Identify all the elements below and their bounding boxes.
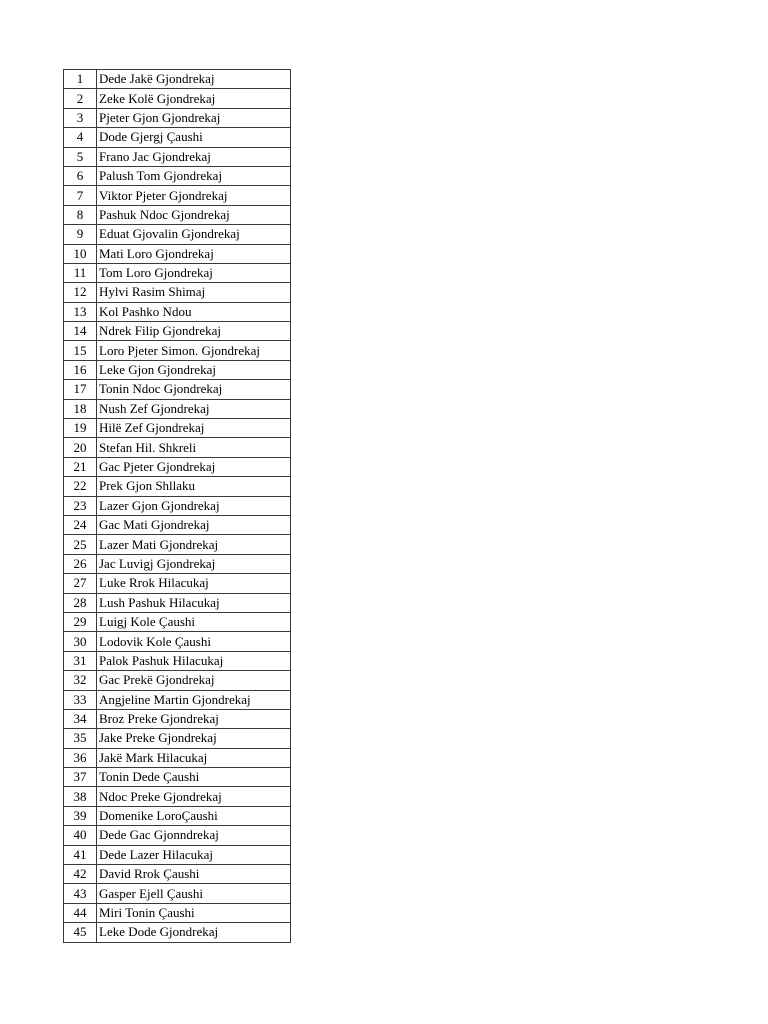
- table-row: [64, 651, 291, 670]
- table-row: [64, 399, 291, 418]
- person-name-cell: Dede Jakë Gjondrekaj: [97, 70, 291, 89]
- person-name-cell: Mati Loro Gjondrekaj: [97, 244, 291, 263]
- row-number-cell: 17: [64, 380, 97, 399]
- table-row: [64, 826, 291, 845]
- person-name-cell: Broz Preke Gjondrekaj: [97, 709, 291, 728]
- row-number-cell: 16: [64, 360, 97, 379]
- row-number-cell: 34: [64, 709, 97, 728]
- table-row: [64, 845, 291, 864]
- row-number-cell: 12: [64, 283, 97, 302]
- row-number-cell: 27: [64, 574, 97, 593]
- person-name-cell: Lush Pashuk Hilacukaj: [97, 593, 291, 612]
- row-number-cell: 23: [64, 496, 97, 515]
- row-number-cell: 39: [64, 806, 97, 825]
- row-number-cell: 7: [64, 186, 97, 205]
- person-name-cell: Pashuk Ndoc Gjondrekaj: [97, 205, 291, 224]
- table-row: [64, 186, 291, 205]
- person-name-cell: Prek Gjon Shllaku: [97, 477, 291, 496]
- table-row: [64, 787, 291, 806]
- person-name-cell: Nush Zef Gjondrekaj: [97, 399, 291, 418]
- row-number-cell: 1: [64, 70, 97, 89]
- row-number-cell: 2: [64, 89, 97, 108]
- name-list-body: [64, 70, 291, 943]
- person-name-cell: Hilë Zef Gjondrekaj: [97, 419, 291, 438]
- row-number-cell: 45: [64, 923, 97, 942]
- table-row: [64, 768, 291, 787]
- row-number-cell: 21: [64, 457, 97, 476]
- table-row: [64, 166, 291, 185]
- table-row: [64, 632, 291, 651]
- table-row: [64, 865, 291, 884]
- person-name-cell: Luke Rrok Hilacukaj: [97, 574, 291, 593]
- row-number-cell: 15: [64, 341, 97, 360]
- table-row: [64, 671, 291, 690]
- table-row: [64, 70, 291, 89]
- table-row: [64, 147, 291, 166]
- row-number-cell: 13: [64, 302, 97, 321]
- table-row: [64, 283, 291, 302]
- row-number-cell: 35: [64, 729, 97, 748]
- row-number-cell: 31: [64, 651, 97, 670]
- row-number-cell: 32: [64, 671, 97, 690]
- table-row: [64, 341, 291, 360]
- person-name-cell: Pjeter Gjon Gjondrekaj: [97, 108, 291, 127]
- table-row: [64, 89, 291, 108]
- table-row: [64, 903, 291, 922]
- table-row: [64, 263, 291, 282]
- row-number-cell: 4: [64, 128, 97, 147]
- name-list-table: [63, 69, 291, 943]
- person-name-cell: Dede Lazer Hilacukaj: [97, 845, 291, 864]
- table-row: [64, 709, 291, 728]
- person-name-cell: Viktor Pjeter Gjondrekaj: [97, 186, 291, 205]
- table-row: [64, 748, 291, 767]
- person-name-cell: Tonin Dede Çaushi: [97, 768, 291, 787]
- person-name-cell: Dode Gjergj Çaushi: [97, 128, 291, 147]
- row-number-cell: 40: [64, 826, 97, 845]
- row-number-cell: 28: [64, 593, 97, 612]
- table-row: [64, 806, 291, 825]
- table-row: [64, 225, 291, 244]
- person-name-cell: Ndrek Filip Gjondrekaj: [97, 322, 291, 341]
- row-number-cell: 9: [64, 225, 97, 244]
- person-name-cell: Palok Pashuk Hilacukaj: [97, 651, 291, 670]
- table-row: [64, 108, 291, 127]
- table-row: [64, 244, 291, 263]
- person-name-cell: Lodovik Kole Çaushi: [97, 632, 291, 651]
- table-row: [64, 302, 291, 321]
- row-number-cell: 25: [64, 535, 97, 554]
- person-name-cell: Lazer Mati Gjondrekaj: [97, 535, 291, 554]
- person-name-cell: Loro Pjeter Simon. Gjondrekaj: [97, 341, 291, 360]
- row-number-cell: 20: [64, 438, 97, 457]
- table-row: [64, 593, 291, 612]
- row-number-cell: 41: [64, 845, 97, 864]
- person-name-cell: Palush Tom Gjondrekaj: [97, 166, 291, 185]
- table-row: [64, 438, 291, 457]
- table-row: [64, 690, 291, 709]
- table-row: [64, 729, 291, 748]
- person-name-cell: Leke Gjon Gjondrekaj: [97, 360, 291, 379]
- person-name-cell: Frano Jac Gjondrekaj: [97, 147, 291, 166]
- row-number-cell: 37: [64, 768, 97, 787]
- row-number-cell: 3: [64, 108, 97, 127]
- person-name-cell: Jake Preke Gjondrekaj: [97, 729, 291, 748]
- table-row: [64, 612, 291, 631]
- person-name-cell: Zeke Kolë Gjondrekaj: [97, 89, 291, 108]
- person-name-cell: Eduat Gjovalin Gjondrekaj: [97, 225, 291, 244]
- person-name-cell: Dede Gac Gjonndrekaj: [97, 826, 291, 845]
- row-number-cell: 6: [64, 166, 97, 185]
- person-name-cell: Ndoc Preke Gjondrekaj: [97, 787, 291, 806]
- table-row: [64, 923, 291, 942]
- table-row: [64, 496, 291, 515]
- row-number-cell: 36: [64, 748, 97, 767]
- row-number-cell: 42: [64, 865, 97, 884]
- row-number-cell: 11: [64, 263, 97, 282]
- table-row: [64, 322, 291, 341]
- row-number-cell: 33: [64, 690, 97, 709]
- table-row: [64, 515, 291, 534]
- table-row: [64, 535, 291, 554]
- person-name-cell: Tom Loro Gjondrekaj: [97, 263, 291, 282]
- row-number-cell: 44: [64, 903, 97, 922]
- table-row: [64, 360, 291, 379]
- person-name-cell: Stefan Hil. Shkreli: [97, 438, 291, 457]
- table-row: [64, 574, 291, 593]
- person-name-cell: Hylvi Rasim Shimaj: [97, 283, 291, 302]
- person-name-cell: Gasper Ejell Çaushi: [97, 884, 291, 903]
- row-number-cell: 19: [64, 419, 97, 438]
- row-number-cell: 24: [64, 515, 97, 534]
- table-row: [64, 380, 291, 399]
- row-number-cell: 14: [64, 322, 97, 341]
- table-row: [64, 554, 291, 573]
- person-name-cell: Jac Luvigj Gjondrekaj: [97, 554, 291, 573]
- row-number-cell: 43: [64, 884, 97, 903]
- person-name-cell: Jakë Mark Hilacukaj: [97, 748, 291, 767]
- table-row: [64, 205, 291, 224]
- person-name-cell: Tonin Ndoc Gjondrekaj: [97, 380, 291, 399]
- person-name-cell: Domenike LoroÇaushi: [97, 806, 291, 825]
- person-name-cell: Gac Mati Gjondrekaj: [97, 515, 291, 534]
- row-number-cell: 22: [64, 477, 97, 496]
- table-row: [64, 128, 291, 147]
- row-number-cell: 26: [64, 554, 97, 573]
- row-number-cell: 38: [64, 787, 97, 806]
- person-name-cell: Luigj Kole Çaushi: [97, 612, 291, 631]
- table-row: [64, 477, 291, 496]
- row-number-cell: 8: [64, 205, 97, 224]
- person-name-cell: Miri Tonin Çaushi: [97, 903, 291, 922]
- person-name-cell: Gac Pjeter Gjondrekaj: [97, 457, 291, 476]
- row-number-cell: 30: [64, 632, 97, 651]
- person-name-cell: Angjeline Martin Gjondrekaj: [97, 690, 291, 709]
- row-number-cell: 29: [64, 612, 97, 631]
- table-row: [64, 884, 291, 903]
- table-row: [64, 457, 291, 476]
- person-name-cell: Leke Dode Gjondrekaj: [97, 923, 291, 942]
- person-name-cell: Kol Pashko Ndou: [97, 302, 291, 321]
- person-name-cell: Gac Prekë Gjondrekaj: [97, 671, 291, 690]
- table-row: [64, 419, 291, 438]
- person-name-cell: David Rrok Çaushi: [97, 865, 291, 884]
- person-name-cell: Lazer Gjon Gjondrekaj: [97, 496, 291, 515]
- row-number-cell: 10: [64, 244, 97, 263]
- row-number-cell: 18: [64, 399, 97, 418]
- row-number-cell: 5: [64, 147, 97, 166]
